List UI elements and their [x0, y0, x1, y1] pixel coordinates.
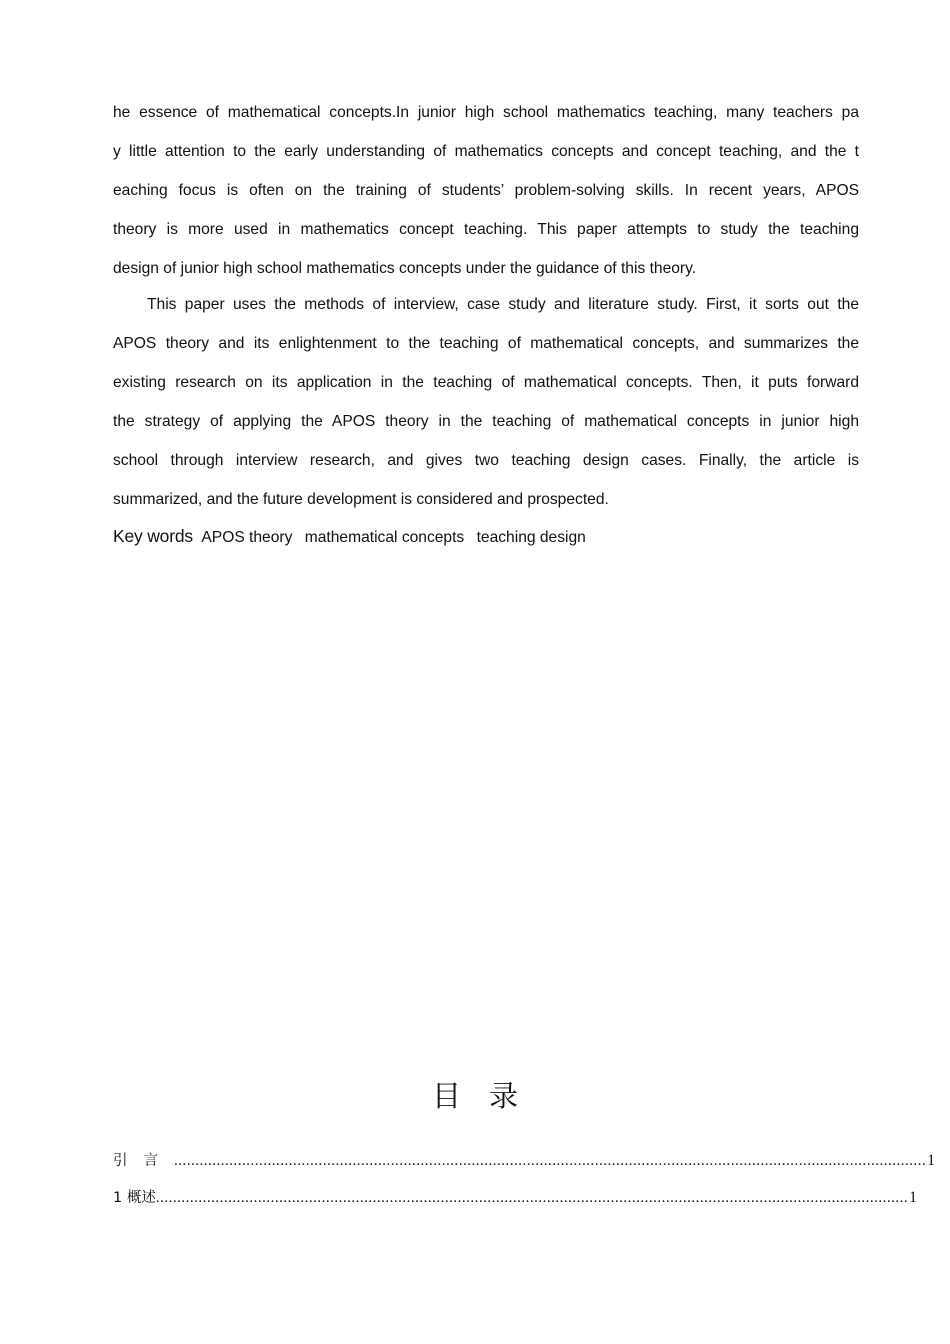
abstract-line: theory is more used in mathematics concept teaching. This paper attempts to study the teaching: [113, 221, 859, 238]
toc-entry-label: 1 概述: [113, 1190, 156, 1206]
abstract-line: school through interview research, and gives two teaching design cases. Finally, the article is: [113, 452, 859, 469]
abstract-line: the strategy of applying the APOS theory in the teaching of mathematical concepts in junior high: [113, 413, 859, 430]
abstract-line: summarized, and the future development is considered and prospected.: [113, 491, 609, 508]
keyword-item: mathematical concepts: [304, 529, 465, 546]
toc-entry[interactable]: [113, 1188, 917, 1208]
abstract-line: eaching focus is often on the training of students’ problem-solving skills. In recent years, APOS: [113, 182, 859, 199]
keywords-label: Key words: [113, 526, 193, 546]
keywords-line: [113, 526, 594, 548]
abstract-line: APOS theory and its enlightenment to the teaching of mathematical concepts, and summarizes the: [113, 335, 859, 352]
toc-title: 目录: [431, 1079, 546, 1113]
toc-entry[interactable]: [113, 1151, 935, 1171]
toc-entry-page: 1: [909, 1189, 917, 1206]
toc-entry-label: 引言: [113, 1153, 174, 1169]
abstract-line: y little attention to the early understanding of mathematics concepts and concept teaching, and the t: [113, 143, 859, 160]
toc-entry-page: 1: [927, 1152, 935, 1169]
abstract-line: design of junior high school mathematics concepts under the guidance of this theory.: [113, 260, 697, 277]
abstract-line: existing research on its application in the teaching of mathematical concepts. Then, it puts forward: [113, 374, 859, 391]
keyword-item: APOS theory: [201, 529, 293, 546]
abstract-line: he essence of mathematical concepts.In junior high school mathematics teaching, many teachers pa: [113, 104, 859, 121]
abstract-line: This paper uses the methods of interview, case study and literature study. First, it sorts out the: [147, 296, 859, 313]
keyword-item: teaching design: [476, 529, 586, 546]
toc-leader-dots: .................................................................................................................................................................................: [155, 1190, 909, 1206]
toc-leader-dots: .................................................................................................................................................................................: [174, 1153, 927, 1169]
